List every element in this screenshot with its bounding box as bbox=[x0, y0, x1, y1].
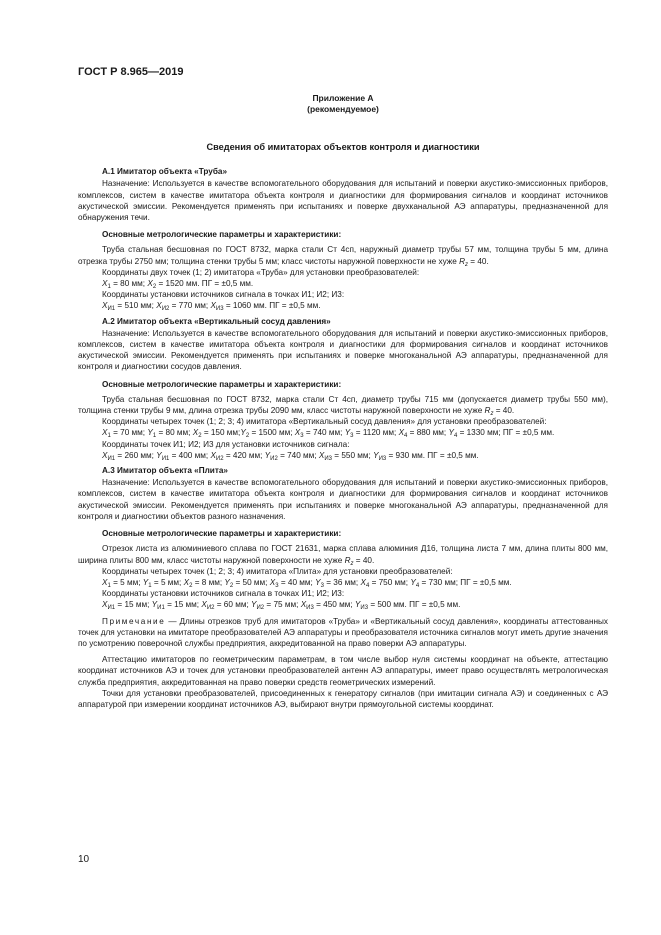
section-a2-params-heading: Основные метрологические параметры и характеристики: bbox=[102, 379, 342, 389]
section-a2-purpose: Назначение: Используется в качестве вспомогательного оборудования для испытаний и поверки акустико-эмиссионных приборов, комплексов, систем в качестве имитатора объекта контроля и диагностики для формирования сигналов и координат источников акустической эмиссии. Рекомендуется применять при испытаниях и поверке многоканальной АЭ аппаратуры, предназначенной для контроля и диагностики сосудов давления. bbox=[78, 328, 608, 372]
section-a1-coords-intro: Координаты двух точек (1; 2) имитатора «Труба» для установки преобразователей: bbox=[102, 267, 420, 277]
page-content bbox=[78, 90, 608, 710]
section-a2-coords: $X_1 = 70$ мм; $Y_1 = 80$ мм; $X_2 = 150$ $мм;Y_2 = 1500$ мм; $X_3 = 740$ мм; $Y_3 = 1120$ мм; $X_4 = 880$ мм; $Y_4 = 1330$ мм; ПГ = ±0,5 мм. bbox=[102, 428, 555, 440]
appendix-name: Приложение А bbox=[312, 93, 374, 103]
note-label: Примечание bbox=[102, 616, 166, 626]
note-text: — Длины отрезков труб для имитаторов «Труба» и «Вертикальный сосуд давления», координаты аттестованных точек для установки на имитаторе преобразователей АЭ аппаратуры и преобразователя источника сигналов могут иметь другие значения по усмотрению поверочной службы предприятия, аккредитованной на право поверки АЭ аппаратуры. bbox=[78, 616, 608, 648]
paragraph-points: Точки для установки преобразователей, присоединенных к генератору сигналов (при имитации сигнала АЭ) и соединенных с АЭ аппаратурой при измерении координат источников АЭ, выбирают внутри прямоугольной системы координат. bbox=[78, 688, 608, 709]
section-a1-description: Труба стальная бесшовная по ГОСТ 8732, марка стали Ст 4сп, наружный диаметр трубы 57 мм, толщина трубы 5 мм, длина отрезка трубы 2750 мм; толщина стенки трубы 5 мм; класс чистоты наружной поверхности не хуже $R_z = 40$. bbox=[78, 245, 608, 268]
section-a3-sources-intro: Координаты установки источников сигнала в точках И1; И2; И3: bbox=[102, 589, 345, 599]
section-a2-description: Труба стальная бесшовная по ГОСТ 8732, марка стали Ст 4сп, диаметр трубы 715 мм (допускается диаметр трубы 550 мм), толщина стенки трубы 9 мм, длина отрезка трубы 2090 мм, класс чистоты наружной поверхности не хуже $R_z = 40$. bbox=[78, 394, 608, 418]
appendix-status: (рекомендуемое) bbox=[307, 104, 379, 114]
appendix-title bbox=[78, 93, 608, 115]
section-a3-coords-intro: Координаты четырех точек (1; 2; 3; 4) имитатора «Плита» для установки преобразователей: bbox=[102, 566, 453, 576]
section-a3-purpose: Назначение: Используется в качестве вспомогательного оборудования для испытаний и поверки акустико-эмиссионных приборов, комплексов, систем в качестве имитатора объекта контроля и диагностики для формирования сигналов и координат источников акустической эмиссии. Рекомендуется применять при испытаниях и поверке многоканальной АЭ аппаратуры, предназначенной для контроля и диагностики объектов разного назначения. bbox=[78, 478, 608, 521]
section-a2-sources-intro: Координаты точек И1; И2; И3 для установки источников сигнала: bbox=[102, 439, 350, 449]
section-a3-params-heading: Основные метрологические параметры и характеристики: bbox=[102, 529, 342, 539]
section-a2-heading: А.2 Имитатор объекта «Вертикальный сосуд давления» bbox=[102, 316, 331, 326]
section-a1-purpose: Назначение: Используется в качестве вспомогательного оборудования для испытаний и поверки акустико-эмиссионных приборов, комплексов, систем в качестве имитатора объекта контроля и диагностики для формирования сигналов и координат источников акустической эмиссии. Рекомендуется применять при испытаниях и поверке двухканальной АЭ аппаратуры, предназначенной для обнаружения течи. bbox=[78, 179, 608, 223]
paragraph-attestation: Аттестацию имитаторов по геометрическим параметрам, в том числе выбор нуля системы координат на объекте, аттестацию координат источников АЭ и точек для установки преобразователей антенн АЭ аппаратуры, имеет право осуществлять метрологическая служба предприятия, аккредитованная на право поверки средств геометрических измерений. bbox=[78, 655, 608, 687]
section-a1-sources-intro: Координаты установки источников сигнала в точках И1; И2; И3: bbox=[102, 290, 345, 300]
section-a1-params-heading: Основные метрологические параметры и характеристики: bbox=[102, 230, 342, 240]
section-a3-heading: А.3 Имитатор объекта «Плита» bbox=[102, 466, 228, 476]
document-code: ГОСТ Р 8.965—2019 bbox=[78, 66, 184, 78]
section-a3-coords: $X_1 = 5$ мм; $Y_1 = 5$ мм; $X_2 = 8$ мм; $Y_2 = 50$ мм; $X_3 = 40$ мм; $Y_3 = 36$ мм; $X_4 = 750$ мм; $Y_4 = 730$ мм; ПГ = ±0,5 мм. bbox=[102, 577, 512, 589]
section-a2-coords-intro: Координаты четырех точек (1; 2; 3; 4) имитатора «Вертикальный сосуд давления» для установки преобразователей: bbox=[102, 417, 547, 427]
section-a3-description: Отрезок листа из алюминиевого сплава по ГОСТ 21631, марка сплава алюминия Д16, толщина листа 7 мм, длина плиты 800 мм, ширина плиты 800 мм, класс чистоты наружной поверхности не хуже $R_z = 40$. bbox=[78, 544, 608, 567]
section-a3-sources: $X_{И1} = 15$ мм; $Y_{И1} = 15$ мм; $X_{И2} = 60$ мм; $Y_{И2} = 75$ мм; $X_{И3} = 450$ мм; $Y_{И3} = 500$ мм. ПГ = ±0,5 мм. bbox=[102, 600, 461, 612]
section-a1-heading: А.1 Имитатор объекта «Труба» bbox=[102, 167, 227, 177]
page-number: 10 bbox=[78, 854, 90, 865]
note bbox=[78, 616, 608, 650]
page-title: Сведения об имитаторах объектов контроля и диагностики bbox=[206, 142, 480, 152]
section-a2-sources: $X_{И1} = 260$ мм; $Y_{И1} = 400$ мм; $X_{И2} = 420$ мм; $Y_{И2} = 740$ мм; $X_{И3} = 550$ мм; $Y_{И3} = 930$ мм. ПГ = ±0,5 мм. bbox=[102, 450, 479, 462]
section-a1-sources: $X_{И1} = 510$ мм; $X_{И2} = 770$ мм; $X_{И3} = 1060$ мм. ПГ = ±0,5 мм. bbox=[102, 301, 321, 313]
section-a1-coords: $X_1 = 80$ мм; $X_2 = 1520$ мм. ПГ = ±0,5 мм. bbox=[102, 279, 254, 291]
